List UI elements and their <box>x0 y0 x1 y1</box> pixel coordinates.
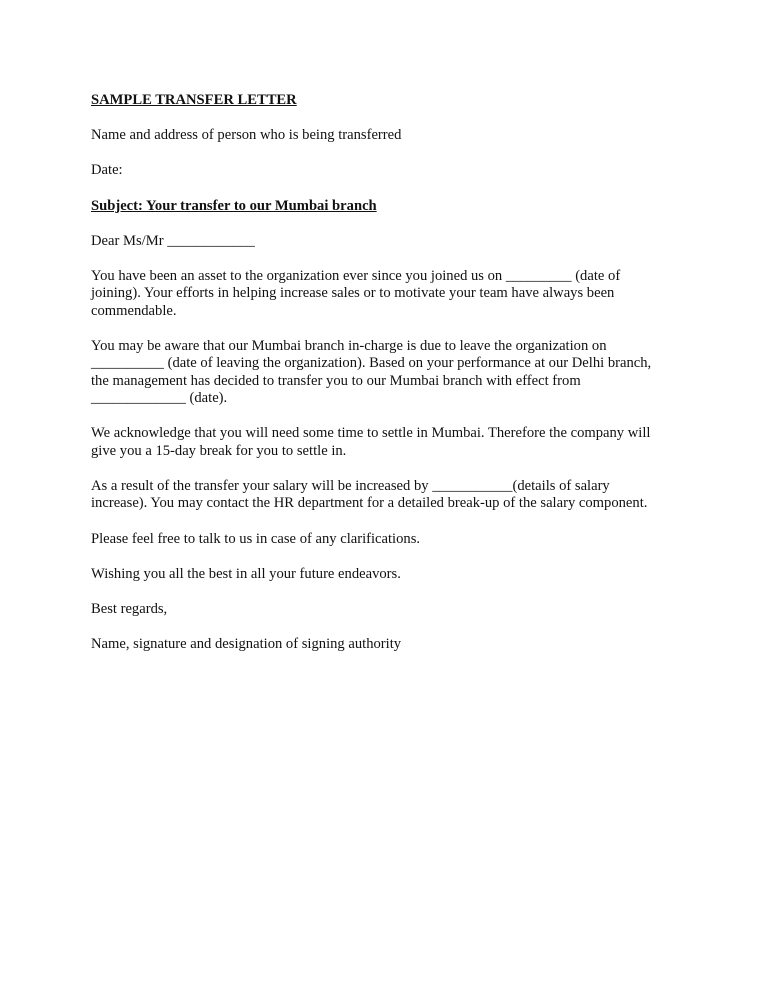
paragraph-settle-break: We acknowledge that you will need some time to settle in Mumbai. Therefore the company will give you a 15-day break for you to settle in. <box>91 425 651 459</box>
salutation: Dear Ms/Mr ____________ <box>91 232 255 249</box>
closing: Best regards, <box>91 601 168 618</box>
subject-line: Subject: Your transfer to our Mumbai branch <box>91 197 377 214</box>
date-line: Date: <box>91 162 123 179</box>
transfer-letter <box>91 92 681 671</box>
paragraph-transfer-details: You may be aware that our Mumbai branch in-charge is due to leave the organization on __________ (date of leaving the organization). Based on your performance at our Delhi branch, the management has decided to transfer you to our Mumbai branch with effect from _____________ (date). <box>91 338 652 407</box>
signature-line: Name, signature and designation of signing authority <box>91 636 402 653</box>
paragraph-clarifications: Please feel free to talk to us in case of any clarifications. <box>91 530 421 547</box>
recipient-line: Name and address of person who is being transferred <box>91 127 402 144</box>
letter-title: SAMPLE TRANSFER LETTER <box>91 92 297 108</box>
paragraph-asset: You have been an asset to the organization ever since you joined us on _________ (date of joining). Your efforts in helping increase sales or to motivate your team have always been commendable. <box>91 268 621 319</box>
paragraph-salary: As a result of the transfer your salary will be increased by ___________(details of salary increase). You may contact the HR department for a detailed break-up of the salary component. <box>91 478 648 512</box>
paragraph-wishes: Wishing you all the best in all your future endeavors. <box>91 565 401 582</box>
